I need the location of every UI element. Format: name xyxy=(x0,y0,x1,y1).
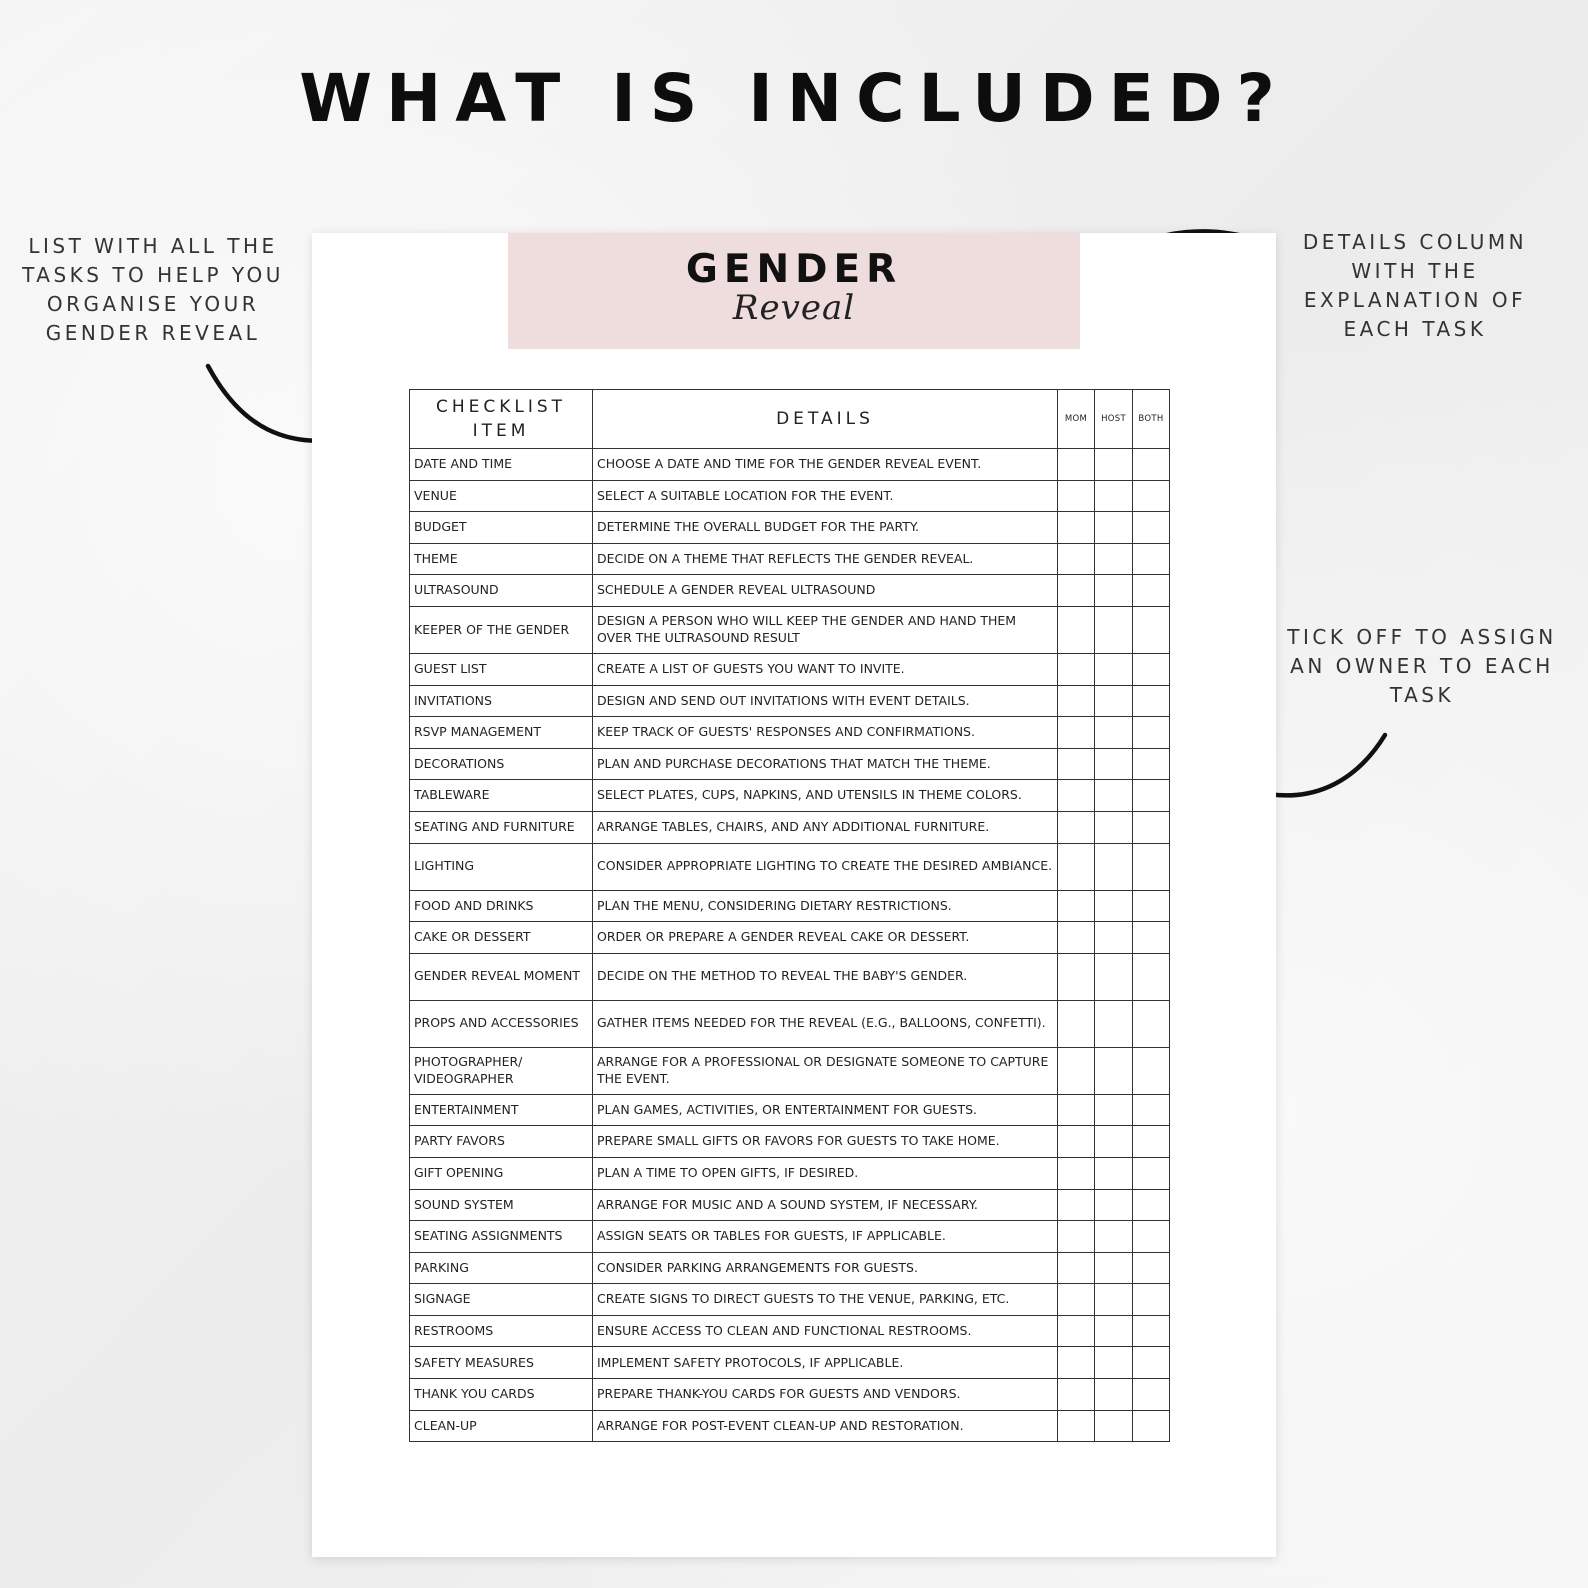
table-row xyxy=(410,685,1170,717)
column-header-both: BOTH xyxy=(1133,390,1170,449)
both-checkbox[interactable] xyxy=(1133,1000,1170,1047)
host-checkbox[interactable] xyxy=(1095,653,1133,685)
host-checkbox[interactable] xyxy=(1095,606,1133,653)
mom-checkbox[interactable] xyxy=(1058,780,1095,812)
both-checkbox[interactable] xyxy=(1133,512,1170,544)
checklist-item-cell: TABLEWARE xyxy=(410,780,593,812)
host-checkbox[interactable] xyxy=(1095,1252,1133,1284)
both-checkbox[interactable] xyxy=(1133,780,1170,812)
host-checkbox[interactable] xyxy=(1095,512,1133,544)
mom-checkbox[interactable] xyxy=(1058,606,1095,653)
both-checkbox[interactable] xyxy=(1133,1284,1170,1316)
table-row xyxy=(410,1252,1170,1284)
both-checkbox[interactable] xyxy=(1133,1047,1170,1094)
checklist-item-cell: GENDER REVEAL MOMENT xyxy=(410,953,593,1000)
table-row xyxy=(410,480,1170,512)
host-checkbox[interactable] xyxy=(1095,748,1133,780)
checklist-item-cell: INVITATIONS xyxy=(410,685,593,717)
mom-checkbox[interactable] xyxy=(1058,922,1095,954)
mom-checkbox[interactable] xyxy=(1058,1047,1095,1094)
details-cell: DECIDE ON A THEME THAT REFLECTS THE GENDER REVEAL. xyxy=(593,543,1058,575)
table-row xyxy=(410,1347,1170,1379)
both-checkbox[interactable] xyxy=(1133,449,1170,481)
mom-checkbox[interactable] xyxy=(1058,1347,1095,1379)
table-row xyxy=(410,1047,1170,1094)
host-checkbox[interactable] xyxy=(1095,1410,1133,1442)
table-header-row xyxy=(410,390,1170,449)
checklist-item-cell: KEEPER OF THE GENDER xyxy=(410,606,593,653)
both-checkbox[interactable] xyxy=(1133,606,1170,653)
mom-checkbox[interactable] xyxy=(1058,480,1095,512)
details-cell: CREATE A LIST OF GUESTS YOU WANT TO INVITE. xyxy=(593,653,1058,685)
checklist-item-cell: SEATING ASSIGNMENTS xyxy=(410,1221,593,1253)
checklist-item-cell: THANK YOU CARDS xyxy=(410,1379,593,1411)
column-header-item: CHECKLIST ITEM xyxy=(410,390,593,449)
mom-checkbox[interactable] xyxy=(1058,1000,1095,1047)
mom-checkbox[interactable] xyxy=(1058,1221,1095,1253)
host-checkbox[interactable] xyxy=(1095,717,1133,749)
both-checkbox[interactable] xyxy=(1133,685,1170,717)
details-cell: PLAN THE MENU, CONSIDERING DIETARY RESTRICTIONS. xyxy=(593,890,1058,922)
checklist-item-cell: PROPS AND ACCESSORIES xyxy=(410,1000,593,1047)
checklist-item-cell: RESTROOMS xyxy=(410,1315,593,1347)
checklist-item-cell: SEATING AND FURNITURE xyxy=(410,811,593,843)
table-row xyxy=(410,890,1170,922)
details-cell: DECIDE ON THE METHOD TO REVEAL THE BABY'S GENDER. xyxy=(593,953,1058,1000)
details-cell: DESIGN AND SEND OUT INVITATIONS WITH EVENT DETAILS. xyxy=(593,685,1058,717)
host-checkbox[interactable] xyxy=(1095,922,1133,954)
both-checkbox[interactable] xyxy=(1133,1252,1170,1284)
checklist-table xyxy=(409,389,1170,1442)
details-cell: ARRANGE FOR POST-EVENT CLEAN-UP AND RESTORATION. xyxy=(593,1410,1058,1442)
checklist-item-cell: GUEST LIST xyxy=(410,653,593,685)
checklist-item-cell: DATE AND TIME xyxy=(410,449,593,481)
table-row xyxy=(410,1189,1170,1221)
details-cell: DESIGN A PERSON WHO WILL KEEP THE GENDER AND HAND THEM OVER THE ULTRASOUND RESULT xyxy=(593,606,1058,653)
checklist-item-cell: VENUE xyxy=(410,480,593,512)
host-checkbox[interactable] xyxy=(1095,1221,1133,1253)
checklist-item-cell: GIFT OPENING xyxy=(410,1157,593,1189)
checklist-item-cell: ULTRASOUND xyxy=(410,575,593,607)
mom-checkbox[interactable] xyxy=(1058,1126,1095,1158)
details-cell: DETERMINE THE OVERALL BUDGET FOR THE PARTY. xyxy=(593,512,1058,544)
checklist-item-cell: CAKE OR DESSERT xyxy=(410,922,593,954)
both-checkbox[interactable] xyxy=(1133,922,1170,954)
both-checkbox[interactable] xyxy=(1133,890,1170,922)
host-checkbox[interactable] xyxy=(1095,1379,1133,1411)
table-row xyxy=(410,606,1170,653)
table-row xyxy=(410,1410,1170,1442)
host-checkbox[interactable] xyxy=(1095,1094,1133,1126)
checklist-item-cell: PARKING xyxy=(410,1252,593,1284)
note-details-column: DETAILS COLUMN WITH THE EXPLANATION OF EACH TASK xyxy=(1302,230,1528,341)
details-cell: ORDER OR PREPARE A GENDER REVEAL CAKE OR DESSERT. xyxy=(593,922,1058,954)
mom-checkbox[interactable] xyxy=(1058,449,1095,481)
host-checkbox[interactable] xyxy=(1095,1189,1133,1221)
table-row xyxy=(410,922,1170,954)
mom-checkbox[interactable] xyxy=(1058,1410,1095,1442)
host-checkbox[interactable] xyxy=(1095,685,1133,717)
column-header-host: HOST xyxy=(1095,390,1133,449)
checklist-item-cell: FOOD AND DRINKS xyxy=(410,890,593,922)
mom-checkbox[interactable] xyxy=(1058,1379,1095,1411)
mom-checkbox[interactable] xyxy=(1058,543,1095,575)
host-checkbox[interactable] xyxy=(1095,1000,1133,1047)
table-row xyxy=(410,1315,1170,1347)
table-row xyxy=(410,1284,1170,1316)
sheet-title: GENDER xyxy=(685,247,903,292)
host-checkbox[interactable] xyxy=(1095,480,1133,512)
host-checkbox[interactable] xyxy=(1095,1284,1133,1316)
details-cell: SELECT A SUITABLE LOCATION FOR THE EVENT. xyxy=(593,480,1058,512)
details-cell: PLAN AND PURCHASE DECORATIONS THAT MATCH THE THEME. xyxy=(593,748,1058,780)
table-row xyxy=(410,1126,1170,1158)
table-row xyxy=(410,512,1170,544)
checklist-item-cell: SOUND SYSTEM xyxy=(410,1189,593,1221)
mom-checkbox[interactable] xyxy=(1058,685,1095,717)
host-checkbox[interactable] xyxy=(1095,1347,1133,1379)
both-checkbox[interactable] xyxy=(1133,717,1170,749)
note-tick-owner: TICK OFF TO ASSIGN AN OWNER TO EACH TASK xyxy=(1287,625,1557,707)
table-row xyxy=(410,1157,1170,1189)
table-row xyxy=(410,843,1170,890)
details-cell: ENSURE ACCESS TO CLEAN AND FUNCTIONAL RESTROOMS. xyxy=(593,1315,1058,1347)
checklist-item-cell: THEME xyxy=(410,543,593,575)
host-checkbox[interactable] xyxy=(1095,890,1133,922)
host-checkbox[interactable] xyxy=(1095,1315,1133,1347)
mom-checkbox[interactable] xyxy=(1058,512,1095,544)
mom-checkbox[interactable] xyxy=(1058,748,1095,780)
details-cell: KEEP TRACK OF GUESTS' RESPONSES AND CONFIRMATIONS. xyxy=(593,717,1058,749)
both-checkbox[interactable] xyxy=(1133,811,1170,843)
note-task-list: LIST WITH ALL THE TASKS TO HELP YOU ORGANISE YOUR GENDER REVEAL xyxy=(22,234,284,345)
table-row xyxy=(410,653,1170,685)
details-cell: CREATE SIGNS TO DIRECT GUESTS TO THE VENUE, PARKING, ETC. xyxy=(593,1284,1058,1316)
both-checkbox[interactable] xyxy=(1133,843,1170,890)
both-checkbox[interactable] xyxy=(1133,1126,1170,1158)
mom-checkbox[interactable] xyxy=(1058,575,1095,607)
table-row xyxy=(410,1000,1170,1047)
checklist-item-cell: DECORATIONS xyxy=(410,748,593,780)
both-checkbox[interactable] xyxy=(1133,543,1170,575)
checklist-item-cell: RSVP MANAGEMENT xyxy=(410,717,593,749)
table-row xyxy=(410,717,1170,749)
table-row xyxy=(410,953,1170,1000)
checklist-item-cell: LIGHTING xyxy=(410,843,593,890)
both-checkbox[interactable] xyxy=(1133,1347,1170,1379)
both-checkbox[interactable] xyxy=(1133,1094,1170,1126)
checklist-item-cell: CLEAN-UP xyxy=(410,1410,593,1442)
checklist-sheet xyxy=(312,233,1276,1557)
both-checkbox[interactable] xyxy=(1133,575,1170,607)
details-cell: CHOOSE A DATE AND TIME FOR THE GENDER REVEAL EVENT. xyxy=(593,449,1058,481)
mom-checkbox[interactable] xyxy=(1058,890,1095,922)
column-header-details: DETAILS xyxy=(593,390,1058,449)
details-cell: CONSIDER APPROPRIATE LIGHTING TO CREATE THE DESIRED AMBIANCE. xyxy=(593,843,1058,890)
details-cell: PREPARE THANK-YOU CARDS FOR GUESTS AND VENDORS. xyxy=(593,1379,1058,1411)
details-cell: PLAN GAMES, ACTIVITIES, OR ENTERTAINMENT FOR GUESTS. xyxy=(593,1094,1058,1126)
mom-checkbox[interactable] xyxy=(1058,653,1095,685)
table-row xyxy=(410,575,1170,607)
both-checkbox[interactable] xyxy=(1133,1189,1170,1221)
both-checkbox[interactable] xyxy=(1133,953,1170,1000)
host-checkbox[interactable] xyxy=(1095,780,1133,812)
host-checkbox[interactable] xyxy=(1095,1157,1133,1189)
table-row xyxy=(410,449,1170,481)
both-checkbox[interactable] xyxy=(1133,1221,1170,1253)
table-row xyxy=(410,543,1170,575)
page-headline: WHAT IS INCLUDED? xyxy=(299,60,1289,137)
host-checkbox[interactable] xyxy=(1095,449,1133,481)
mom-checkbox[interactable] xyxy=(1058,1157,1095,1189)
checklist-item-cell: SAFETY MEASURES xyxy=(410,1347,593,1379)
details-cell: ARRANGE TABLES, CHAIRS, AND ANY ADDITIONAL FURNITURE. xyxy=(593,811,1058,843)
checklist-item-cell: PARTY FAVORS xyxy=(410,1126,593,1158)
table-row xyxy=(410,1094,1170,1126)
mom-checkbox[interactable] xyxy=(1058,717,1095,749)
details-cell: PREPARE SMALL GIFTS OR FAVORS FOR GUESTS TO TAKE HOME. xyxy=(593,1126,1058,1158)
host-checkbox[interactable] xyxy=(1095,1126,1133,1158)
details-cell: PLAN A TIME TO OPEN GIFTS, IF DESIRED. xyxy=(593,1157,1058,1189)
host-checkbox[interactable] xyxy=(1095,1047,1133,1094)
host-checkbox[interactable] xyxy=(1095,843,1133,890)
mom-checkbox[interactable] xyxy=(1058,1094,1095,1126)
table-row xyxy=(410,1379,1170,1411)
both-checkbox[interactable] xyxy=(1133,1410,1170,1442)
checklist-item-cell: SIGNAGE xyxy=(410,1284,593,1316)
mom-checkbox[interactable] xyxy=(1058,843,1095,890)
table-row xyxy=(410,748,1170,780)
column-header-mom: MOM xyxy=(1058,390,1095,449)
mom-checkbox[interactable] xyxy=(1058,1189,1095,1221)
table-row xyxy=(410,811,1170,843)
table-row xyxy=(410,780,1170,812)
mom-checkbox[interactable] xyxy=(1058,811,1095,843)
checklist-item-cell: BUDGET xyxy=(410,512,593,544)
mom-checkbox[interactable] xyxy=(1058,1284,1095,1316)
table-row xyxy=(410,1221,1170,1253)
both-checkbox[interactable] xyxy=(1133,1379,1170,1411)
details-cell: GATHER ITEMS NEEDED FOR THE REVEAL (E.G., BALLOONS, CONFETTI). xyxy=(593,1000,1058,1047)
both-checkbox[interactable] xyxy=(1133,480,1170,512)
host-checkbox[interactable] xyxy=(1095,811,1133,843)
mom-checkbox[interactable] xyxy=(1058,953,1095,1000)
host-checkbox[interactable] xyxy=(1095,575,1133,607)
checklist-item-cell: PHOTOGRAPHER/ VIDEOGRAPHER xyxy=(410,1047,593,1094)
details-cell: ARRANGE FOR A PROFESSIONAL OR DESIGNATE SOMEONE TO CAPTURE THE EVENT. xyxy=(593,1047,1058,1094)
both-checkbox[interactable] xyxy=(1133,1315,1170,1347)
both-checkbox[interactable] xyxy=(1133,748,1170,780)
details-cell: ARRANGE FOR MUSIC AND A SOUND SYSTEM, IF NECESSARY. xyxy=(593,1189,1058,1221)
both-checkbox[interactable] xyxy=(1133,1157,1170,1189)
both-checkbox[interactable] xyxy=(1133,653,1170,685)
details-cell: ASSIGN SEATS OR TABLES FOR GUESTS, IF APPLICABLE. xyxy=(593,1221,1058,1253)
details-cell: CONSIDER PARKING ARRANGEMENTS FOR GUESTS. xyxy=(593,1252,1058,1284)
mom-checkbox[interactable] xyxy=(1058,1315,1095,1347)
details-cell: SCHEDULE A GENDER REVEAL ULTRASOUND xyxy=(593,575,1058,607)
sheet-title-block xyxy=(508,233,1080,349)
details-cell: SELECT PLATES, CUPS, NAPKINS, AND UTENSILS IN THEME COLORS. xyxy=(593,780,1058,812)
sheet-subtitle: Reveal xyxy=(732,288,856,328)
details-cell: IMPLEMENT SAFETY PROTOCOLS, IF APPLICABLE. xyxy=(593,1347,1058,1379)
host-checkbox[interactable] xyxy=(1095,953,1133,1000)
checklist-item-cell: ENTERTAINMENT xyxy=(410,1094,593,1126)
mom-checkbox[interactable] xyxy=(1058,1252,1095,1284)
host-checkbox[interactable] xyxy=(1095,543,1133,575)
